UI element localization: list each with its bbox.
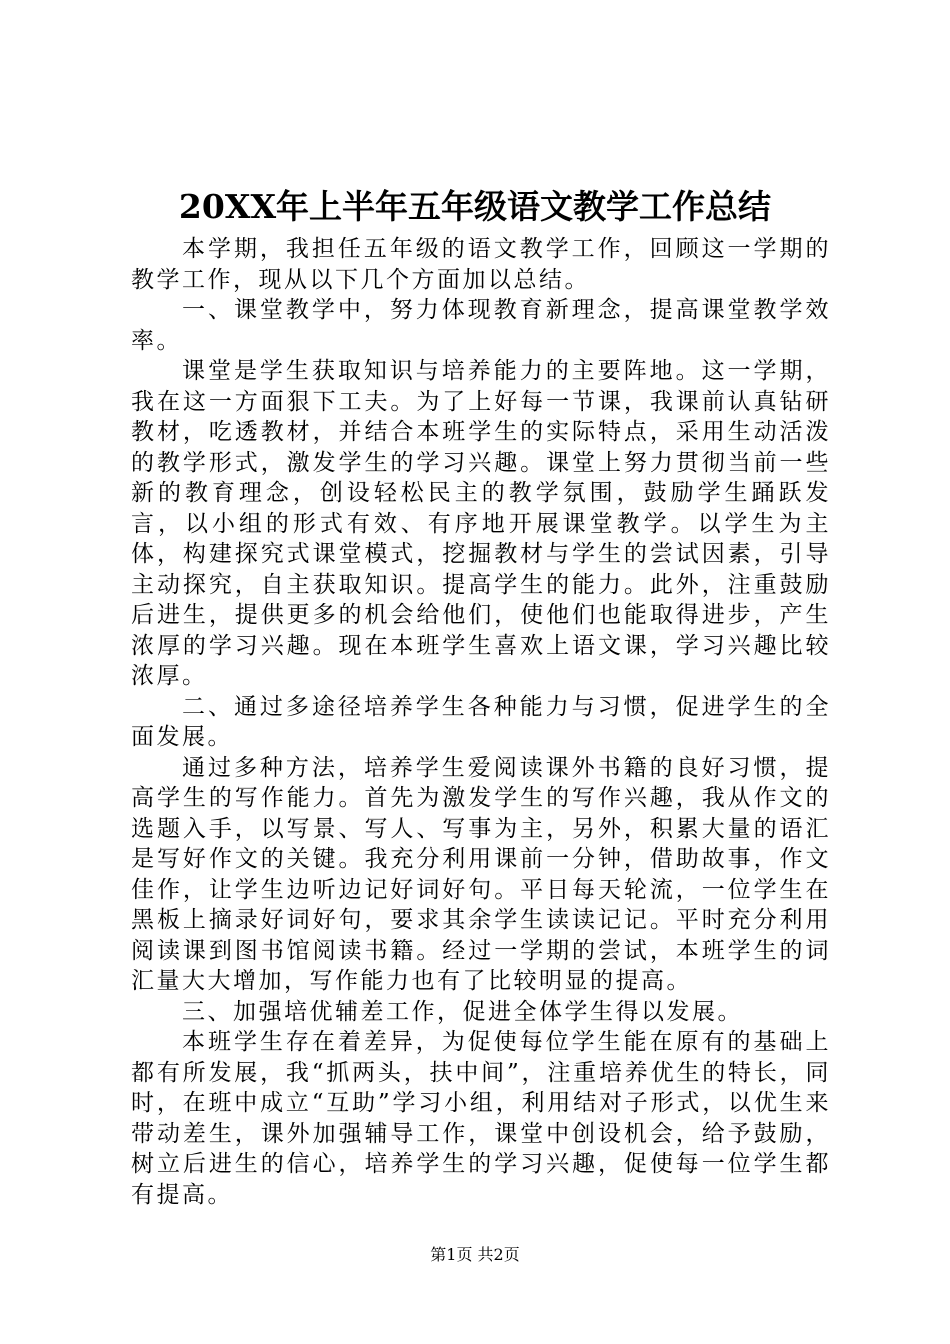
document-body xyxy=(131,234,831,1210)
section-paragraph-1: 课堂是学生获取知识与培养能力的主要阵地。这一学期，我在这一方面狠下工夫。为了上好每一节课，我课前认真钻研教材，吃透教材，并结合本班学生的实际特点，采用生动活泼的教学形式，激发学生的学习兴趣。课堂上努力贯彻当前一些新的教育理念，创设轻松民主的教学氛围，鼓励学生踊跃发言，以小组的形式有效、有序地开展课堂教学。以学生为主体，构建探究式课堂模式，挖掘教材与学生的尝试因素，引导主动探究，自主获取知识。提高学生的能力。此外，注重鼓励后进生，提供更多的机会给他们，使他们也能取得进步，产生浓厚的学习兴趣。现在本班学生喜欢上语文课，学习兴趣比较浓厚。 xyxy=(131,358,831,689)
section-paragraph-3: 本班学生存在着差异，为促使每位学生能在原有的基础上都有所发展，我“抓两头，扶中间”，注重培养优生的特长，同时，在班中成立“互助”学习小组，利用结对子形式，以优生来带动差生，课外加强辅导工作，课堂中创设机会，给予鼓励，树立后进生的信心，培养学生的学习兴趣，促使每一位学生都有提高。 xyxy=(131,1029,831,1208)
intro-paragraph: 本学期，我担任五年级的语文教学工作，回顾这一学期的教学工作，现从以下几个方面加以总结。 xyxy=(131,236,831,293)
section-heading-2: 二、通过多途径培养学生各种能力与习惯，促进学生的全面发展。 xyxy=(131,693,831,750)
page-number: 第1页 共2页 xyxy=(430,1245,520,1264)
document-title: 20XX年上半年五年级语文教学工作总结 xyxy=(178,187,772,226)
section-heading-3: 三、加强培优辅差工作，促进全体学生得以发展。 xyxy=(182,998,743,1025)
section-heading-1: 一、课堂教学中，努力体现教育新理念，提高课堂教学效率。 xyxy=(131,297,831,354)
section-paragraph-2: 通过多种方法，培养学生爱阅读课外书籍的良好习惯，提高学生的写作能力。首先为激发学生的写作兴趣，我从作文的选题入手，以写景、写人、写事为主，另外，积累大量的语汇是写好作文的关键。我充分利用课前一分钟，借助故事，作文佳作，让学生边听边记好词好句。平日每天轮流，一位学生在黑板上摘录好词好句，要求其余学生读读记记。平时充分利用阅读课到图书馆阅读书籍。经过一学期的尝试，本班学生的词汇量大大增加，写作能力也有了比较明显的提高。 xyxy=(131,754,831,994)
